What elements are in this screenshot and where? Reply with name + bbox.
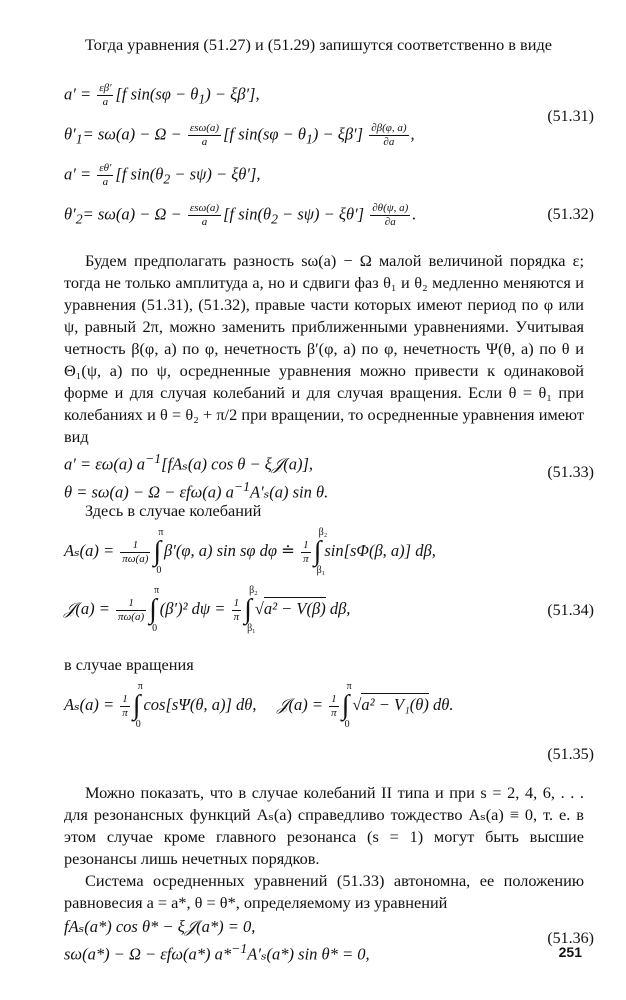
paragraph-resonance: Можно показать, что в случае колебаний II типа и при s = 2, 4, 6, . . . для резонансных функций Aₛ(a) справедливо тождество Aₛ(a) ≡ 0, т. е. в этом случае кроме главного резонанса (s = 1) могут быть высшие резонансы лишь нечетных порядков. xyxy=(64,783,584,868)
paragraph-system: Система осредненных уравнений (51.33) автономна, ее положению равновесия a = a*, θ = θ*, определяемому из уравнений xyxy=(64,871,584,912)
equation-number-51-34: (51.34) xyxy=(547,602,594,619)
equation-51-36: fAₛ(a*) cos θ* − ξ𝒥(a*) = 0, sω(a*) − Ω − εfω(a*) a*$^{-1}$A′ₛ(a*) sin θ* = 0, (51.36) xyxy=(64,917,594,964)
equation-number-51-36: (51.36) xyxy=(547,930,594,947)
equation-a-prime-1: a′ = $\frac{\varepsilon\beta'}{a}$ [f $\sin(s\varphi - \theta_1) - \xi\beta'$], xyxy=(64,82,260,108)
intro-paragraph: Тогда уравнения (51.27) и (51.29) запишутся соответственно в виде xyxy=(85,35,552,54)
equation-As-oscillation: Aₛ(a) = $\frac{1}{\pi\omega(a)}$ ∫ π 0 β′(φ, a) sin sφ dφ ≐ $\frac{1}{\pi}$ ∫ β₂ β₁ sin[sΦ(β, a)] dβ, xyxy=(64,527,436,576)
equation-number-51-33: (51.33) xyxy=(547,464,594,481)
equation-51-35: Aₛ(a) = $\frac{1}{\pi}$ ∫ π 0 cos[sΨ(θ, a)] dθ, 𝒥(a) = $\frac{1}{\pi}$ ∫ π 0 √a² − V₁(θ) dθ. xyxy=(64,681,454,730)
rotation-case-text: в случае вращения xyxy=(64,655,194,674)
page-content xyxy=(64,34,594,966)
equation-51-34: 𝒥(a) = $\frac{1}{\pi\omega(a)}$ ∫ π 0 (β′)² dψ = $\frac{1}{\pi}$ ∫ β₂ β₁ √a² − V(β) dβ, (51.34) xyxy=(64,585,594,634)
here-oscillation-text: Здесь в случае колебаний xyxy=(85,501,262,520)
equation-number-51-31: (51.31) xyxy=(547,108,594,125)
equation-a-prime-2: a′ = $\frac{\varepsilon\theta'}{a}$ [f $\sin(\theta_2 - s\psi) - \xi\theta'$], xyxy=(64,162,261,188)
equation-number-51-32: (51.32) xyxy=(547,206,594,223)
paragraph-assumption: Будем предполагать разность sω(a) − Ω малой величиной порядка ε; тогда не только амплитуда a, но и сдвиги фаз θ₁ и θ₂ медленно меняются и уравнения (51.31), (51.32), правые части которых имеют период по φ или ψ, равный 2π, можно заменить приближенными уравнениями. Учитывая четность β(φ, a) по φ, нечетность β′(φ, a) по φ, нечетность Ψ(θ, a) по θ и Θ₁(ψ, a) по ψ, осредненные уравнения можно привести к одинаковой форме и для случая колебаний и для случая вращения. Если θ = θ₁ при колебаниях и θ = θ₂ + π/2 при вращении, то осредненные уравнения имеют вид xyxy=(64,251,584,446)
equation-51-33: a′ = εω(a) $a^{-1}[fA_s(a)$ cos θ − ξ𝒥(a)], θ = sω(a) − Ω − εfω(a) $a^{-1}A'_s(a)$ sin θ. (51.33) xyxy=(64,451,594,501)
equation-number-51-35: (51.35) xyxy=(547,746,594,763)
equation-51-32: $\theta'_2= s\omega(a) - \Omega$ − $\frac{\text{εsω(a)}}{a}$ [f $\sin(\theta_2 - s\psi) - \xi\theta'$] $\frac{\partial\theta(\psi, a)}{\partial a}$ . (51.32) xyxy=(64,202,594,228)
equation-51-31: $\theta'_1= s\omega(a) - \Omega$ − $\frac{\text{εsω(a)}}{a}$ [f $\sin(s\varphi - \theta_1) - \xi\beta'$] $\frac{\partial\beta(\varphi, a)}{\partial a}$ , (51.31) xyxy=(64,108,594,148)
page-number: 251 xyxy=(558,944,582,960)
equation-number-row-51-35 xyxy=(64,746,594,782)
